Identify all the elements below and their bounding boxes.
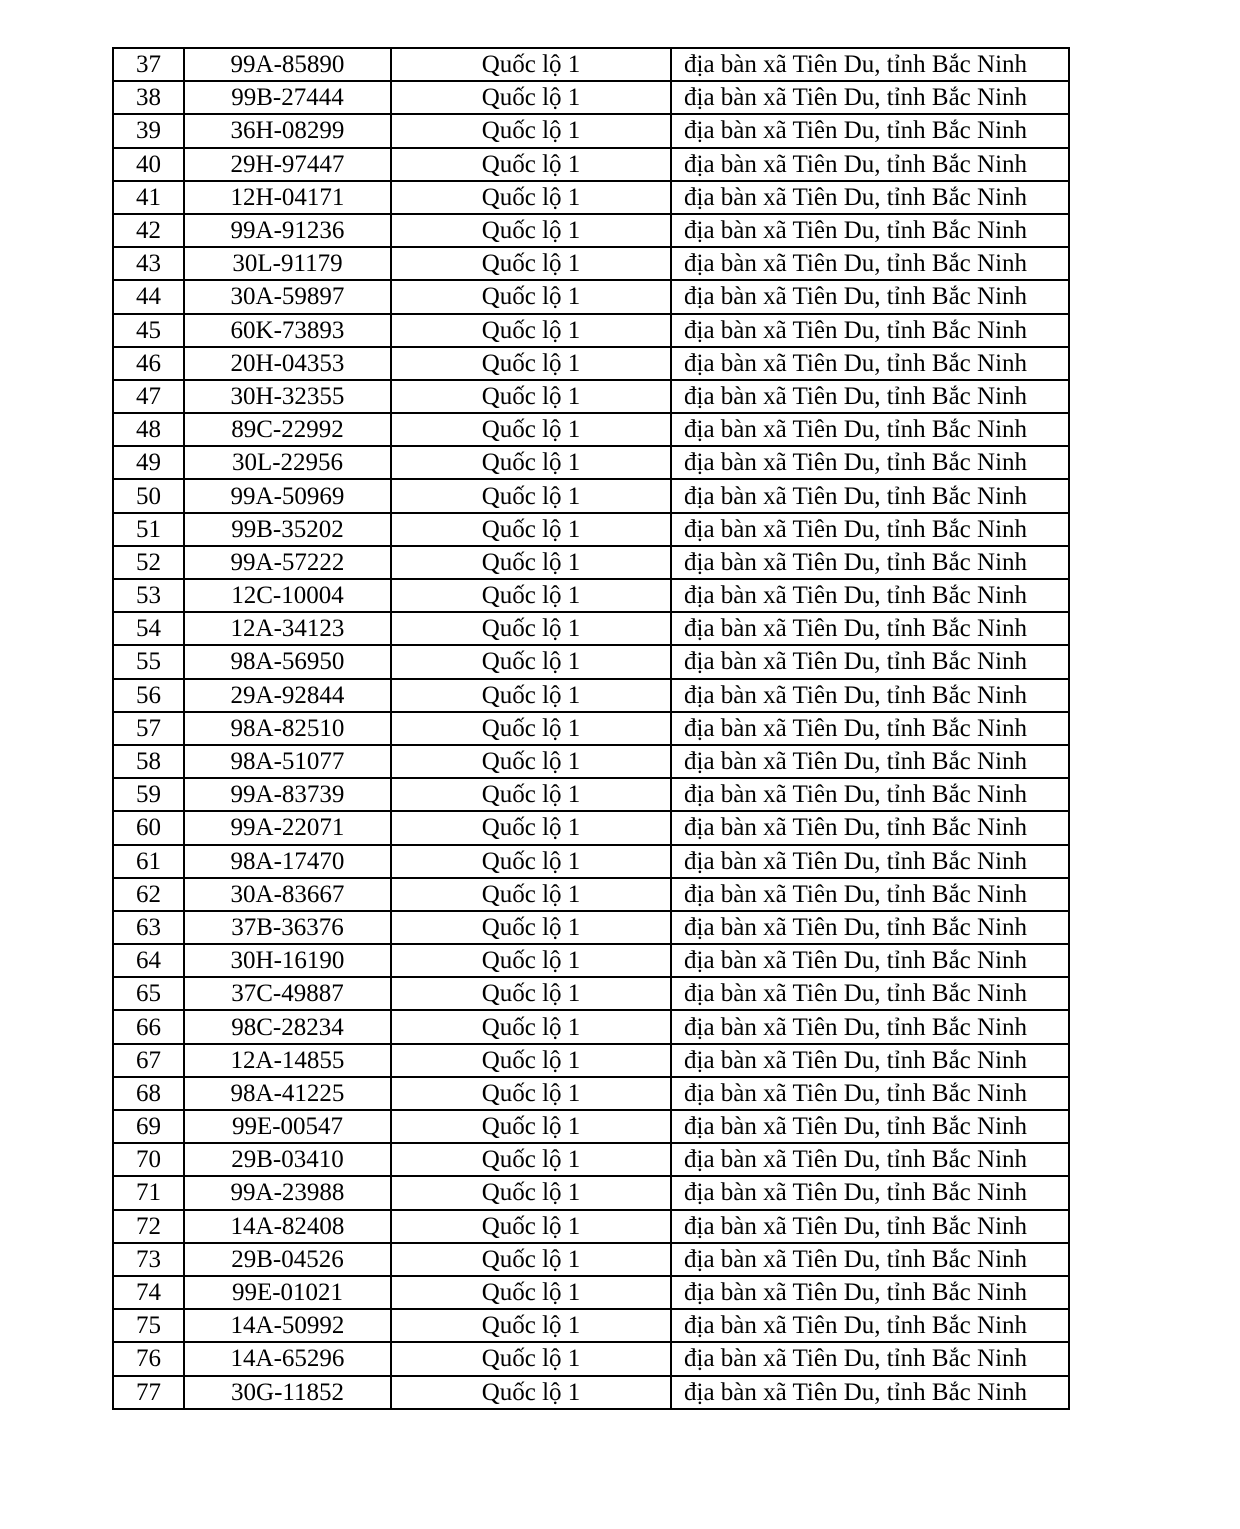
license-plate-cell: 98A-41225 [184, 1077, 391, 1110]
location-cell: địa bàn xã Tiên Du, tỉnh Bắc Ninh [671, 148, 1069, 181]
location-cell: địa bàn xã Tiên Du, tỉnh Bắc Ninh [671, 679, 1069, 712]
row-number-cell: 57 [113, 712, 184, 745]
row-number-cell: 70 [113, 1143, 184, 1176]
row-number-cell: 56 [113, 679, 184, 712]
license-plate-cell: 29H-97447 [184, 148, 391, 181]
route-cell: Quốc lộ 1 [391, 1309, 671, 1342]
location-cell: địa bàn xã Tiên Du, tỉnh Bắc Ninh [671, 1309, 1069, 1342]
table-row [113, 911, 1069, 944]
license-plate-cell: 14A-50992 [184, 1309, 391, 1342]
row-number-cell: 60 [113, 811, 184, 844]
table-body [113, 48, 1069, 1409]
route-cell: Quốc lộ 1 [391, 479, 671, 512]
row-number-cell: 47 [113, 380, 184, 413]
location-cell: địa bàn xã Tiên Du, tỉnh Bắc Ninh [671, 778, 1069, 811]
route-cell: Quốc lộ 1 [391, 347, 671, 380]
row-number-cell: 63 [113, 911, 184, 944]
row-number-cell: 65 [113, 977, 184, 1010]
license-plate-cell: 98A-82510 [184, 712, 391, 745]
license-plate-cell: 99A-83739 [184, 778, 391, 811]
location-cell: địa bàn xã Tiên Du, tỉnh Bắc Ninh [671, 546, 1069, 579]
license-plate-cell: 99A-57222 [184, 546, 391, 579]
table-row [113, 413, 1069, 446]
row-number-cell: 46 [113, 347, 184, 380]
row-number-cell: 49 [113, 446, 184, 479]
table-row [113, 1044, 1069, 1077]
table-row [113, 579, 1069, 612]
violations-table [112, 47, 1070, 1410]
route-cell: Quốc lộ 1 [391, 214, 671, 247]
license-plate-cell: 99B-35202 [184, 513, 391, 546]
table-row [113, 679, 1069, 712]
license-plate-cell: 98A-56950 [184, 645, 391, 678]
row-number-cell: 64 [113, 944, 184, 977]
location-cell: địa bàn xã Tiên Du, tỉnh Bắc Ninh [671, 1077, 1069, 1110]
table-row [113, 1276, 1069, 1309]
table-row [113, 1243, 1069, 1276]
route-cell: Quốc lộ 1 [391, 81, 671, 114]
row-number-cell: 40 [113, 148, 184, 181]
route-cell: Quốc lộ 1 [391, 114, 671, 147]
row-number-cell: 50 [113, 479, 184, 512]
location-cell: địa bàn xã Tiên Du, tỉnh Bắc Ninh [671, 1044, 1069, 1077]
row-number-cell: 73 [113, 1243, 184, 1276]
license-plate-cell: 30H-32355 [184, 380, 391, 413]
license-plate-cell: 30L-91179 [184, 247, 391, 280]
license-plate-cell: 30A-83667 [184, 878, 391, 911]
location-cell: địa bàn xã Tiên Du, tỉnh Bắc Ninh [671, 114, 1069, 147]
location-cell: địa bàn xã Tiên Du, tỉnh Bắc Ninh [671, 81, 1069, 114]
license-plate-cell: 29B-04526 [184, 1243, 391, 1276]
license-plate-cell: 29A-92844 [184, 679, 391, 712]
license-plate-cell: 37B-36376 [184, 911, 391, 944]
license-plate-cell: 99A-91236 [184, 214, 391, 247]
route-cell: Quốc lộ 1 [391, 314, 671, 347]
row-number-cell: 54 [113, 612, 184, 645]
route-cell: Quốc lộ 1 [391, 380, 671, 413]
location-cell: địa bàn xã Tiên Du, tỉnh Bắc Ninh [671, 48, 1069, 81]
location-cell: địa bàn xã Tiên Du, tỉnh Bắc Ninh [671, 247, 1069, 280]
table-row [113, 944, 1069, 977]
location-cell: địa bàn xã Tiên Du, tỉnh Bắc Ninh [671, 1276, 1069, 1309]
route-cell: Quốc lộ 1 [391, 745, 671, 778]
row-number-cell: 55 [113, 645, 184, 678]
row-number-cell: 72 [113, 1210, 184, 1243]
location-cell: địa bàn xã Tiên Du, tỉnh Bắc Ninh [671, 645, 1069, 678]
row-number-cell: 61 [113, 845, 184, 878]
table-row [113, 314, 1069, 347]
license-plate-cell: 89C-22992 [184, 413, 391, 446]
location-cell: địa bàn xã Tiên Du, tỉnh Bắc Ninh [671, 280, 1069, 313]
table-row [113, 1143, 1069, 1176]
table-row [113, 845, 1069, 878]
table-row [113, 446, 1069, 479]
location-cell: địa bàn xã Tiên Du, tỉnh Bắc Ninh [671, 845, 1069, 878]
route-cell: Quốc lộ 1 [391, 811, 671, 844]
license-plate-cell: 20H-04353 [184, 347, 391, 380]
location-cell: địa bàn xã Tiên Du, tỉnh Bắc Ninh [671, 878, 1069, 911]
license-plate-cell: 36H-08299 [184, 114, 391, 147]
table-row [113, 878, 1069, 911]
table-row [113, 612, 1069, 645]
license-plate-cell: 99A-50969 [184, 479, 391, 512]
license-plate-cell: 99A-85890 [184, 48, 391, 81]
table-row [113, 1176, 1069, 1209]
location-cell: địa bàn xã Tiên Du, tỉnh Bắc Ninh [671, 513, 1069, 546]
route-cell: Quốc lộ 1 [391, 1176, 671, 1209]
route-cell: Quốc lộ 1 [391, 612, 671, 645]
table-row [113, 977, 1069, 1010]
table-row [113, 778, 1069, 811]
row-number-cell: 38 [113, 81, 184, 114]
table-row [113, 247, 1069, 280]
row-number-cell: 44 [113, 280, 184, 313]
table-row [113, 1110, 1069, 1143]
location-cell: địa bàn xã Tiên Du, tỉnh Bắc Ninh [671, 745, 1069, 778]
license-plate-cell: 14A-82408 [184, 1210, 391, 1243]
route-cell: Quốc lộ 1 [391, 1110, 671, 1143]
license-plate-cell: 30H-16190 [184, 944, 391, 977]
route-cell: Quốc lộ 1 [391, 1143, 671, 1176]
location-cell: địa bàn xã Tiên Du, tỉnh Bắc Ninh [671, 347, 1069, 380]
license-plate-cell: 14A-65296 [184, 1342, 391, 1375]
location-cell: địa bàn xã Tiên Du, tỉnh Bắc Ninh [671, 446, 1069, 479]
location-cell: địa bàn xã Tiên Du, tỉnh Bắc Ninh [671, 1143, 1069, 1176]
location-cell: địa bàn xã Tiên Du, tỉnh Bắc Ninh [671, 1110, 1069, 1143]
license-plate-cell: 12H-04171 [184, 181, 391, 214]
route-cell: Quốc lộ 1 [391, 845, 671, 878]
route-cell: Quốc lộ 1 [391, 778, 671, 811]
row-number-cell: 53 [113, 579, 184, 612]
license-plate-cell: 99B-27444 [184, 81, 391, 114]
row-number-cell: 74 [113, 1276, 184, 1309]
location-cell: địa bàn xã Tiên Du, tỉnh Bắc Ninh [671, 1176, 1069, 1209]
row-number-cell: 68 [113, 1077, 184, 1110]
location-cell: địa bàn xã Tiên Du, tỉnh Bắc Ninh [671, 380, 1069, 413]
row-number-cell: 77 [113, 1376, 184, 1409]
table-row [113, 712, 1069, 745]
location-cell: địa bàn xã Tiên Du, tỉnh Bắc Ninh [671, 1210, 1069, 1243]
location-cell: địa bàn xã Tiên Du, tỉnh Bắc Ninh [671, 314, 1069, 347]
route-cell: Quốc lộ 1 [391, 878, 671, 911]
row-number-cell: 76 [113, 1342, 184, 1375]
row-number-cell: 45 [113, 314, 184, 347]
license-plate-cell: 30G-11852 [184, 1376, 391, 1409]
table-row [113, 479, 1069, 512]
route-cell: Quốc lộ 1 [391, 1376, 671, 1409]
location-cell: địa bàn xã Tiên Du, tỉnh Bắc Ninh [671, 181, 1069, 214]
row-number-cell: 41 [113, 181, 184, 214]
location-cell: địa bàn xã Tiên Du, tỉnh Bắc Ninh [671, 944, 1069, 977]
route-cell: Quốc lộ 1 [391, 280, 671, 313]
row-number-cell: 59 [113, 778, 184, 811]
license-plate-cell: 12A-34123 [184, 612, 391, 645]
row-number-cell: 37 [113, 48, 184, 81]
route-cell: Quốc lộ 1 [391, 48, 671, 81]
route-cell: Quốc lộ 1 [391, 1077, 671, 1110]
route-cell: Quốc lộ 1 [391, 579, 671, 612]
route-cell: Quốc lộ 1 [391, 446, 671, 479]
route-cell: Quốc lộ 1 [391, 911, 671, 944]
route-cell: Quốc lộ 1 [391, 546, 671, 579]
license-plate-cell: 99E-00547 [184, 1110, 391, 1143]
row-number-cell: 43 [113, 247, 184, 280]
license-plate-cell: 30L-22956 [184, 446, 391, 479]
table-row [113, 745, 1069, 778]
license-plate-cell: 12A-14855 [184, 1044, 391, 1077]
table-row [113, 148, 1069, 181]
row-number-cell: 42 [113, 214, 184, 247]
route-cell: Quốc lộ 1 [391, 247, 671, 280]
location-cell: địa bàn xã Tiên Du, tỉnh Bắc Ninh [671, 712, 1069, 745]
route-cell: Quốc lộ 1 [391, 413, 671, 446]
route-cell: Quốc lộ 1 [391, 944, 671, 977]
location-cell: địa bàn xã Tiên Du, tỉnh Bắc Ninh [671, 479, 1069, 512]
location-cell: địa bàn xã Tiên Du, tỉnh Bắc Ninh [671, 1010, 1069, 1043]
table-row [113, 513, 1069, 546]
location-cell: địa bàn xã Tiên Du, tỉnh Bắc Ninh [671, 214, 1069, 247]
license-plate-cell: 98A-51077 [184, 745, 391, 778]
license-plate-cell: 60K-73893 [184, 314, 391, 347]
license-plate-cell: 99A-23988 [184, 1176, 391, 1209]
route-cell: Quốc lộ 1 [391, 1010, 671, 1043]
row-number-cell: 39 [113, 114, 184, 147]
table-row [113, 280, 1069, 313]
location-cell: địa bàn xã Tiên Du, tỉnh Bắc Ninh [671, 1243, 1069, 1276]
license-plate-cell: 99E-01021 [184, 1276, 391, 1309]
route-cell: Quốc lộ 1 [391, 1210, 671, 1243]
route-cell: Quốc lộ 1 [391, 1243, 671, 1276]
location-cell: địa bàn xã Tiên Du, tỉnh Bắc Ninh [671, 977, 1069, 1010]
location-cell: địa bàn xã Tiên Du, tỉnh Bắc Ninh [671, 612, 1069, 645]
route-cell: Quốc lộ 1 [391, 148, 671, 181]
location-cell: địa bàn xã Tiên Du, tỉnh Bắc Ninh [671, 911, 1069, 944]
location-cell: địa bàn xã Tiên Du, tỉnh Bắc Ninh [671, 811, 1069, 844]
license-plate-cell: 37C-49887 [184, 977, 391, 1010]
table-row [113, 1376, 1069, 1409]
route-cell: Quốc lộ 1 [391, 679, 671, 712]
license-plate-cell: 12C-10004 [184, 579, 391, 612]
row-number-cell: 66 [113, 1010, 184, 1043]
table-row [113, 114, 1069, 147]
table-row [113, 1077, 1069, 1110]
route-cell: Quốc lộ 1 [391, 1276, 671, 1309]
row-number-cell: 62 [113, 878, 184, 911]
route-cell: Quốc lộ 1 [391, 181, 671, 214]
license-plate-cell: 99A-22071 [184, 811, 391, 844]
table-row [113, 347, 1069, 380]
table-row [113, 48, 1069, 81]
route-cell: Quốc lộ 1 [391, 1342, 671, 1375]
row-number-cell: 67 [113, 1044, 184, 1077]
row-number-cell: 48 [113, 413, 184, 446]
row-number-cell: 51 [113, 513, 184, 546]
location-cell: địa bàn xã Tiên Du, tỉnh Bắc Ninh [671, 579, 1069, 612]
route-cell: Quốc lộ 1 [391, 712, 671, 745]
license-plate-cell: 30A-59897 [184, 280, 391, 313]
row-number-cell: 71 [113, 1176, 184, 1209]
license-plate-cell: 98C-28234 [184, 1010, 391, 1043]
location-cell: địa bàn xã Tiên Du, tỉnh Bắc Ninh [671, 1342, 1069, 1375]
table-row [113, 1342, 1069, 1375]
route-cell: Quốc lộ 1 [391, 645, 671, 678]
row-number-cell: 75 [113, 1309, 184, 1342]
license-plate-cell: 29B-03410 [184, 1143, 391, 1176]
location-cell: địa bàn xã Tiên Du, tỉnh Bắc Ninh [671, 413, 1069, 446]
table-row [113, 811, 1069, 844]
license-plate-cell: 98A-17470 [184, 845, 391, 878]
route-cell: Quốc lộ 1 [391, 513, 671, 546]
route-cell: Quốc lộ 1 [391, 977, 671, 1010]
table-row [113, 1210, 1069, 1243]
table-row [113, 1309, 1069, 1342]
table-row [113, 546, 1069, 579]
table-row [113, 81, 1069, 114]
table-row [113, 181, 1069, 214]
table-row [113, 214, 1069, 247]
row-number-cell: 58 [113, 745, 184, 778]
route-cell: Quốc lộ 1 [391, 1044, 671, 1077]
table-row [113, 1010, 1069, 1043]
row-number-cell: 69 [113, 1110, 184, 1143]
location-cell: địa bàn xã Tiên Du, tỉnh Bắc Ninh [671, 1376, 1069, 1409]
table-row [113, 645, 1069, 678]
row-number-cell: 52 [113, 546, 184, 579]
table-row [113, 380, 1069, 413]
